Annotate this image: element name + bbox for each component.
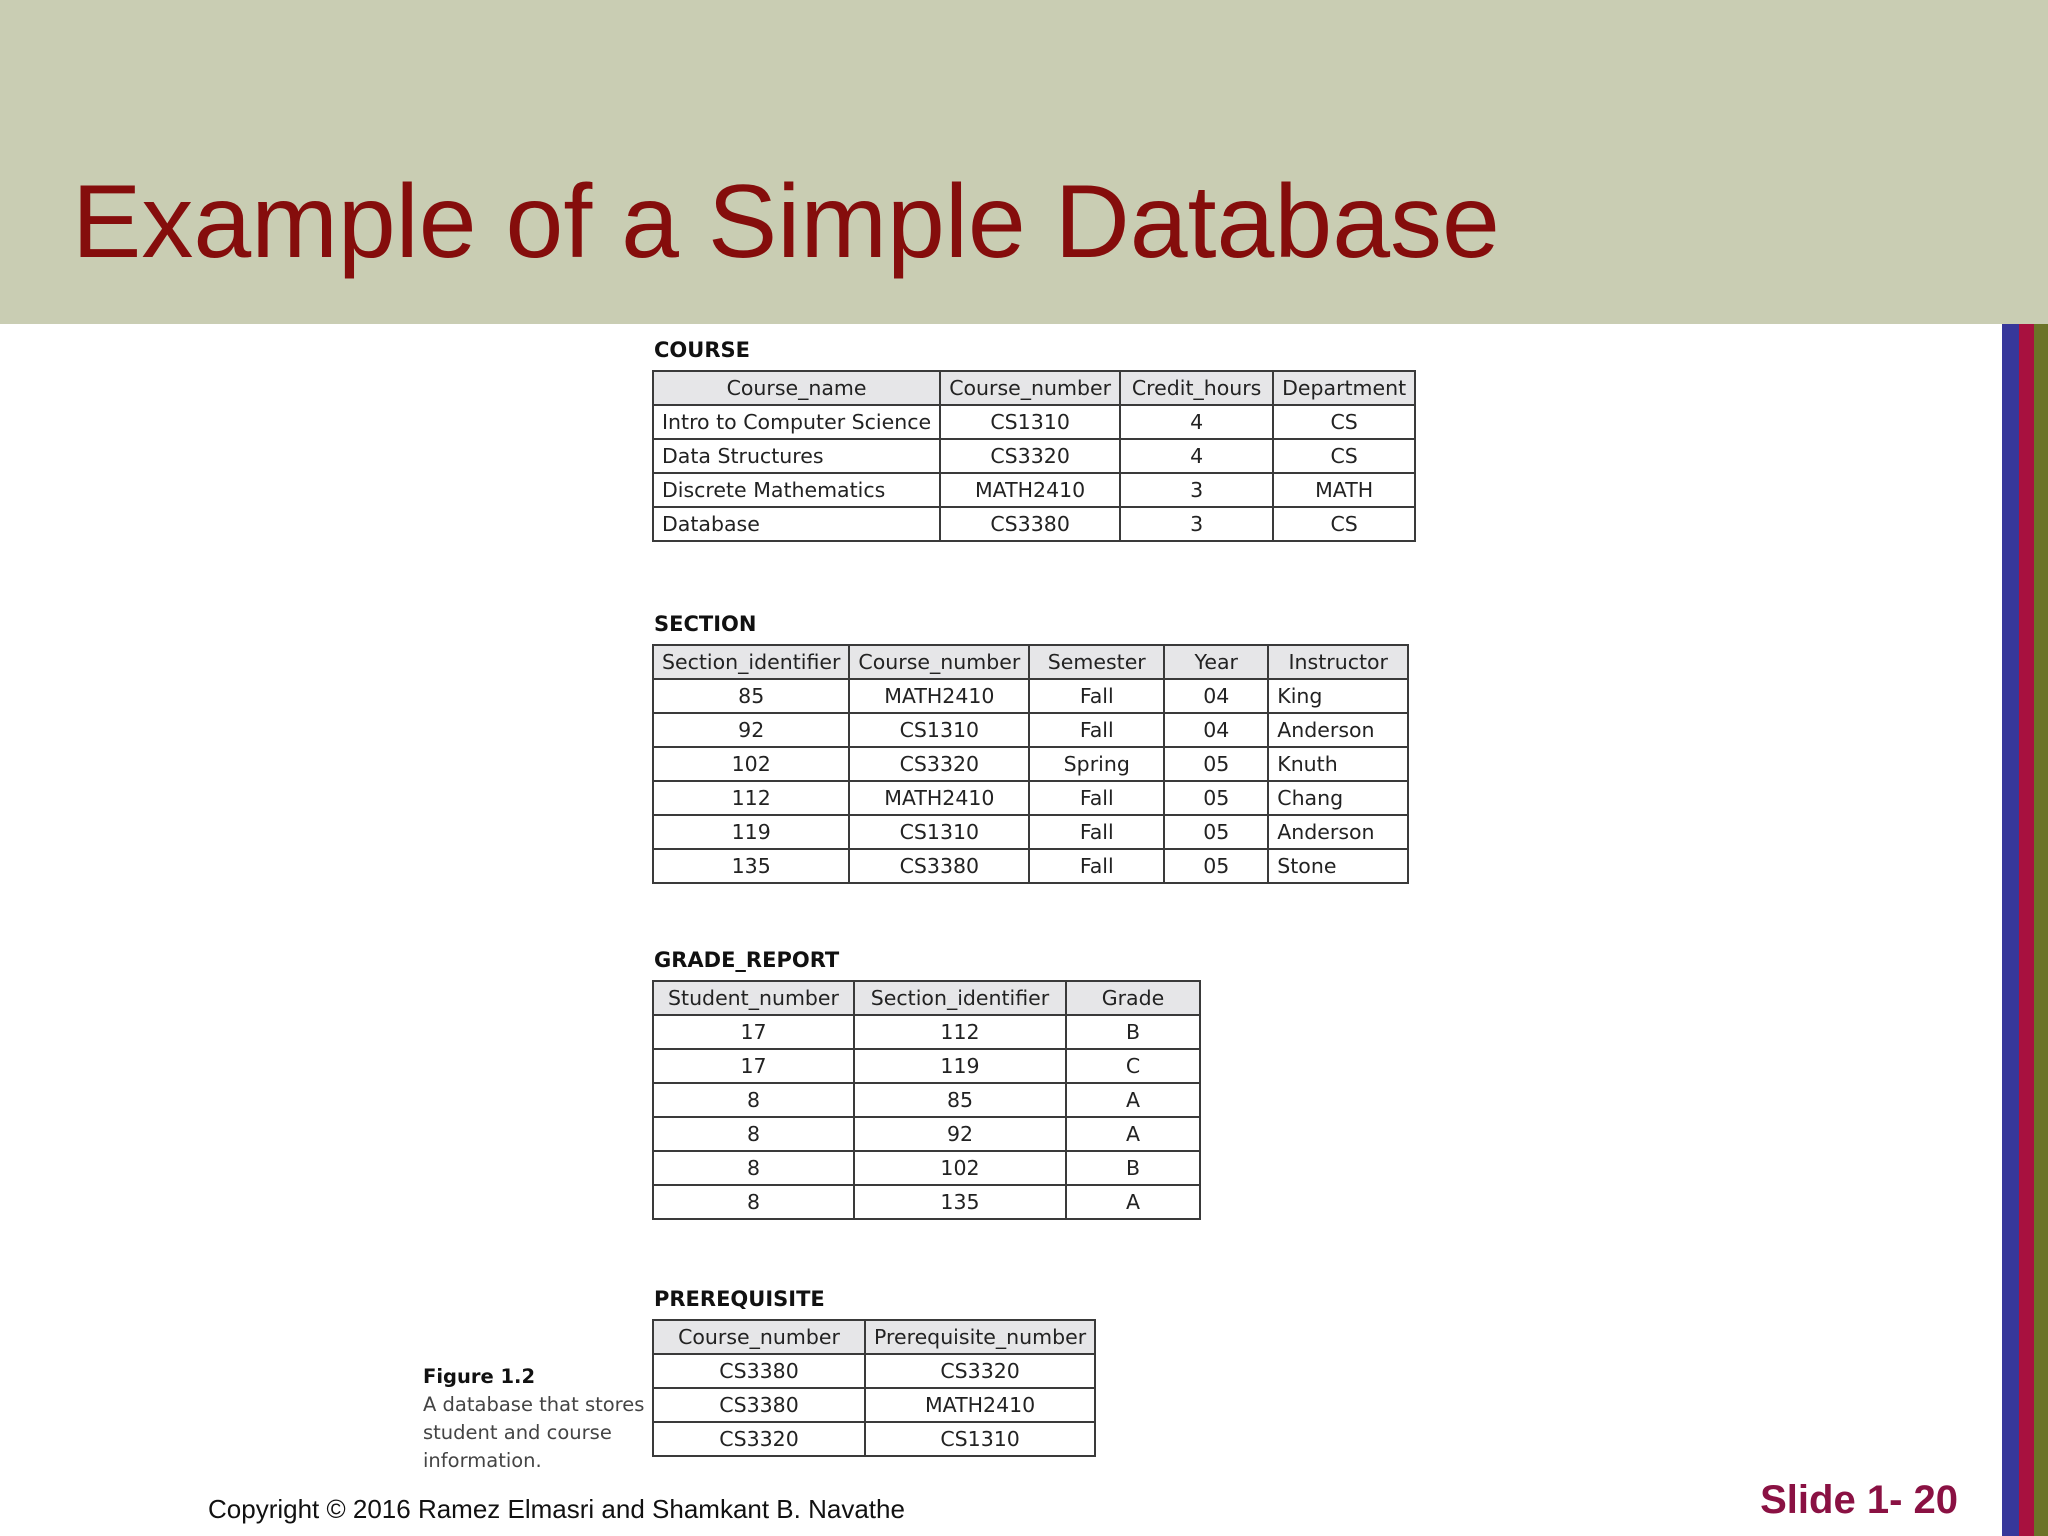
table-cell: 3 [1120,473,1273,507]
table-cell: 102 [854,1151,1066,1185]
table-cell: 85 [854,1083,1066,1117]
grade-report-table-block [652,948,1201,1220]
table-cell: A [1066,1185,1200,1219]
table-cell: CS [1273,405,1415,439]
table-cell: Spring [1029,747,1164,781]
table-row [653,1117,1200,1151]
table-cell: Fall [1029,781,1164,815]
table-cell: 8 [653,1083,854,1117]
table-row [653,713,1408,747]
table-cell: Fall [1029,815,1164,849]
table-cell: CS3320 [653,1422,865,1456]
table-cell: 04 [1164,679,1268,713]
table-cell: CS3320 [849,747,1029,781]
table-cell: CS1310 [865,1422,1095,1456]
table-cell: Stone [1268,849,1408,883]
table-cell: 05 [1164,849,1268,883]
section-table-block [652,612,1409,884]
table-cell: Database [653,507,940,541]
column-header: Year [1164,645,1268,679]
column-header: Semester [1029,645,1164,679]
course-table [652,370,1416,542]
table-row [653,849,1408,883]
table-cell: C [1066,1049,1200,1083]
table-row [653,1083,1200,1117]
column-header: Grade [1066,981,1200,1015]
table-cell: King [1268,679,1408,713]
table-row [653,781,1408,815]
table-row [653,1422,1095,1456]
table-cell: CS1310 [940,405,1120,439]
table-cell: CS [1273,507,1415,541]
table-cell: Data Structures [653,439,940,473]
column-header: Prerequisite_number [865,1320,1095,1354]
copyright-notice: Copyright © 2016 Ramez Elmasri and Shamkant B. Navathe [208,1494,905,1524]
table-cell: Fall [1029,713,1164,747]
table-cell: 119 [653,815,849,849]
table-cell: Knuth [1268,747,1408,781]
table-row [653,679,1408,713]
table-cell: A [1066,1083,1200,1117]
table-row [653,1015,1200,1049]
table-cell: A [1066,1117,1200,1151]
table-row [653,1151,1200,1185]
figure-caption [423,1363,644,1475]
table-cell: B [1066,1015,1200,1049]
table-row [653,747,1408,781]
table-name: SECTION [654,612,757,636]
table-cell: Anderson [1268,815,1408,849]
caption-line: student and course [423,1421,612,1444]
table-cell: Intro to Computer Science [653,405,940,439]
table-cell: 8 [653,1117,854,1151]
table-cell: CS1310 [849,815,1029,849]
table-cell: Fall [1029,679,1164,713]
table-cell: 112 [854,1015,1066,1049]
figure-label: Figure 1.2 [423,1365,536,1388]
column-header: Course_number [849,645,1029,679]
table-cell: CS1310 [849,713,1029,747]
table-cell: MATH2410 [849,781,1029,815]
column-header: Credit_hours [1120,371,1273,405]
table-cell: 05 [1164,747,1268,781]
table-row [653,1388,1095,1422]
table-name: COURSE [654,338,750,362]
table-cell: CS3320 [940,439,1120,473]
table-row [653,1185,1200,1219]
caption-line: A database that stores [423,1393,645,1416]
table-cell: 119 [854,1049,1066,1083]
table-cell: CS [1273,439,1415,473]
grade-report-table [652,980,1201,1220]
table-cell: MATH2410 [865,1388,1095,1422]
table-row [653,439,1415,473]
table-cell: CS3380 [653,1354,865,1388]
slide-title: Example of a Simple Database [72,164,1500,280]
table-row [653,815,1408,849]
column-header: Course_number [940,371,1120,405]
table-cell: Discrete Mathematics [653,473,940,507]
table-cell: B [1066,1151,1200,1185]
table-cell: 04 [1164,713,1268,747]
column-header: Instructor [1268,645,1408,679]
table-cell: 17 [653,1015,854,1049]
table-cell: MATH2410 [940,473,1120,507]
course-table-block [652,338,1416,542]
table-cell: 92 [854,1117,1066,1151]
table-cell: 92 [653,713,849,747]
side-stripe-blue [2002,324,2019,1536]
column-header: Department [1273,371,1415,405]
header-row [653,1320,1095,1354]
table-cell: 8 [653,1185,854,1219]
table-cell: 4 [1120,439,1273,473]
side-stripe-olive [2034,324,2048,1536]
header-row [653,981,1200,1015]
table-row [653,473,1415,507]
column-header: Course_number [653,1320,865,1354]
table-cell: MATH2410 [849,679,1029,713]
table-cell: 85 [653,679,849,713]
table-cell: 135 [854,1185,1066,1219]
column-header: Section_identifier [653,645,849,679]
table-cell: 135 [653,849,849,883]
column-header: Course_name [653,371,940,405]
section-table [652,644,1409,884]
prerequisite-table-block [652,1287,1096,1457]
table-cell: Fall [1029,849,1164,883]
table-cell: CS3380 [849,849,1029,883]
table-row [653,1354,1095,1388]
column-header: Student_number [653,981,854,1015]
title-bar [0,0,2048,324]
slide-number: Slide 1- 20 [1760,1478,1958,1522]
table-cell: Anderson [1268,713,1408,747]
table-cell: CS3320 [865,1354,1095,1388]
table-name: PREREQUISITE [654,1287,825,1311]
table-cell: 17 [653,1049,854,1083]
table-cell: 8 [653,1151,854,1185]
table-cell: 112 [653,781,849,815]
table-name: GRADE_REPORT [654,948,840,972]
table-cell: 4 [1120,405,1273,439]
table-cell: 05 [1164,781,1268,815]
table-cell: Chang [1268,781,1408,815]
table-cell: 102 [653,747,849,781]
table-cell: CS3380 [940,507,1120,541]
caption-line: information. [423,1449,542,1472]
side-stripe-red [2019,324,2034,1536]
table-cell: CS3380 [653,1388,865,1422]
table-row [653,507,1415,541]
header-row [653,371,1415,405]
table-cell: 05 [1164,815,1268,849]
table-row [653,1049,1200,1083]
column-header: Section_identifier [854,981,1066,1015]
table-row [653,405,1415,439]
header-row [653,645,1408,679]
prerequisite-table [652,1319,1096,1457]
table-cell: MATH [1273,473,1415,507]
table-cell: 3 [1120,507,1273,541]
